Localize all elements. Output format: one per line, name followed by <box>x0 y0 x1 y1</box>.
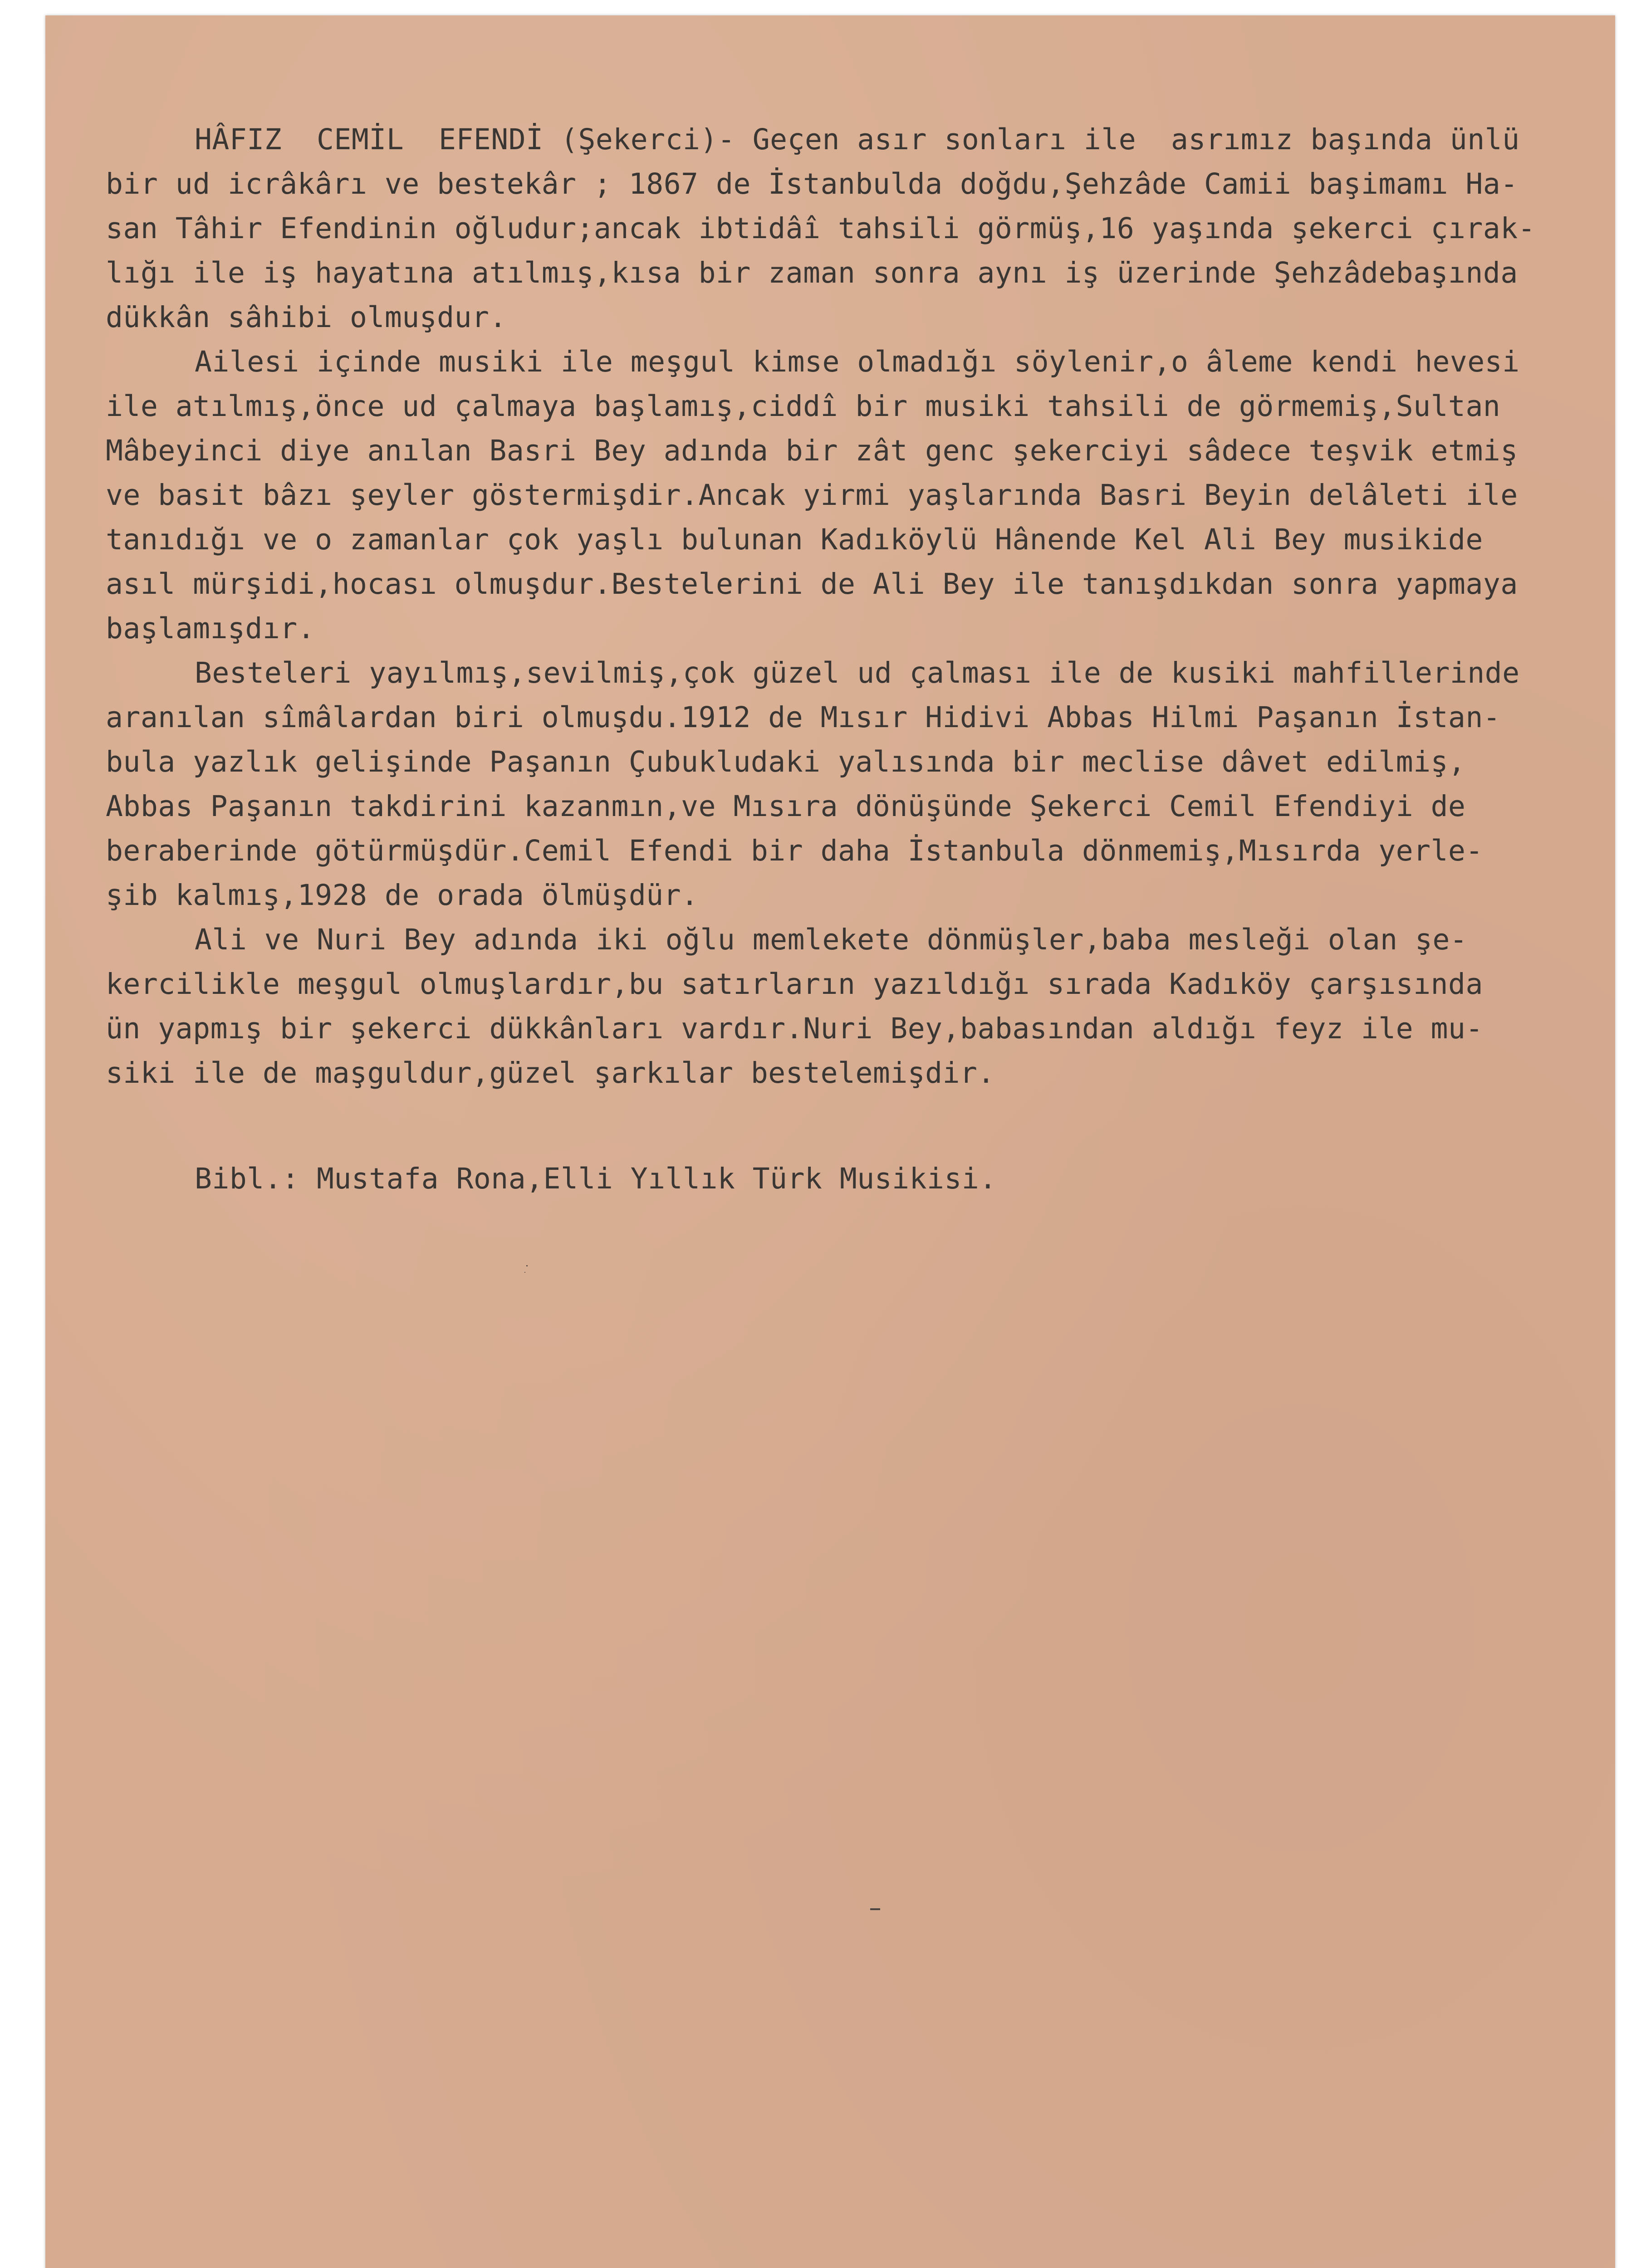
stray-dot <box>526 1265 528 1266</box>
text-line: Abbas Paşanın takdirini kazanmın,ve Mısıra dönüşünde Şekerci Cemil Efendiyi de <box>106 790 1466 823</box>
text-line: siki ile de maşguldur,güzel şarkılar bestelemişdir. <box>106 1056 995 1090</box>
bibliography: Bibl.: Mustafa Rona,Elli Yıllık Türk Musikisi. <box>195 1162 997 1195</box>
text-line: ve basit bâzı şeyler göstermişdir.Ancak yirmi yaşlarında Basri Beyin delâleti ile <box>106 479 1518 512</box>
text-line: Ailesi içinde musiki ile meşgul kimse olmadığı söylenir,o âleme kendi hevesi <box>195 345 1520 378</box>
text-line: aranılan sîmâlardan biri olmuşdu.1912 de Mısır Hidivi Abbas Hilmi Paşanın İstan- <box>106 701 1501 734</box>
paragraph-2 <box>106 340 1631 651</box>
text-line: kercilikle meşgul olmuşlardır,bu satırların yazıldığı sırada Kadıköy çarşısında <box>106 968 1483 1001</box>
paragraph-1 <box>106 117 1631 340</box>
text-line: beraberinde götürmüşdür.Cemil Efendi bir daha İstanbula dönmemiş,Mısırda yerle- <box>106 834 1483 867</box>
spacer <box>106 1095 1631 1157</box>
paragraph-4 <box>106 918 1631 1095</box>
typed-text <box>106 117 1631 1201</box>
text-line: tanıdığı ve o zamanlar çok yaşlı bulunan Kadıköylü Hânende Kel Ali Bey musikide <box>106 523 1483 556</box>
text-line: ile atılmış,önce ud çalmaya başlamış,ciddî bir musiki tahsili de görmemiş,Sultan <box>106 390 1501 423</box>
stray-dot <box>524 1272 525 1273</box>
text-line: başlamışdır. <box>106 612 315 645</box>
text-line: HÂFIZ CEMİL EFENDİ (Şekerci)- Geçen asır sonları ile asrımız başında ünlü <box>195 123 1520 156</box>
text-line: şib kalmış,1928 de orada ölmüşdür. <box>106 879 699 912</box>
stray-mark <box>870 1908 880 1910</box>
paper-sheet <box>45 15 1615 2268</box>
text-line: Ali ve Nuri Bey adında iki oğlu memlekete dönmüşler,baba mesleği olan şe- <box>195 923 1468 956</box>
text-line: ün yapmış bir şekerci dükkânları vardır.Nuri Bey,babasından aldığı feyz ile mu- <box>106 1012 1483 1045</box>
text-line: lığı ile iş hayatına atılmış,kısa bir zaman sonra aynı iş üzerinde Şehzâdebaşında <box>106 256 1518 289</box>
text-line: bir ud icrâkârı ve bestekâr ; 1867 de İstanbulda doğdu,Şehzâde Camii başimamı Ha- <box>106 167 1518 200</box>
text-line: Mâbeyinci diye anılan Basri Bey adında bir zât genc şekerciyi sâdece teşvik etmiş <box>106 434 1518 467</box>
text-line: bula yazlık gelişinde Paşanın Çubukludaki yalısında bir meclise dâvet edilmiş, <box>106 745 1466 778</box>
text-line: dükkân sâhibi olmuşdur. <box>106 301 507 334</box>
text-line: Besteleri yayılmış,sevilmiş,çok güzel ud çalması ile de kusiki mahfillerinde <box>195 656 1520 689</box>
text-line: asıl mürşidi,hocası olmuşdur.Bestelerini de Ali Bey ile tanışdıkdan sonra yapmaya <box>106 567 1518 601</box>
text-line: san Tâhir Efendinin oğludur;ancak ibtidâî tahsili görmüş,16 yaşında şekerci çırak- <box>106 212 1536 245</box>
paragraph-3 <box>106 651 1631 918</box>
